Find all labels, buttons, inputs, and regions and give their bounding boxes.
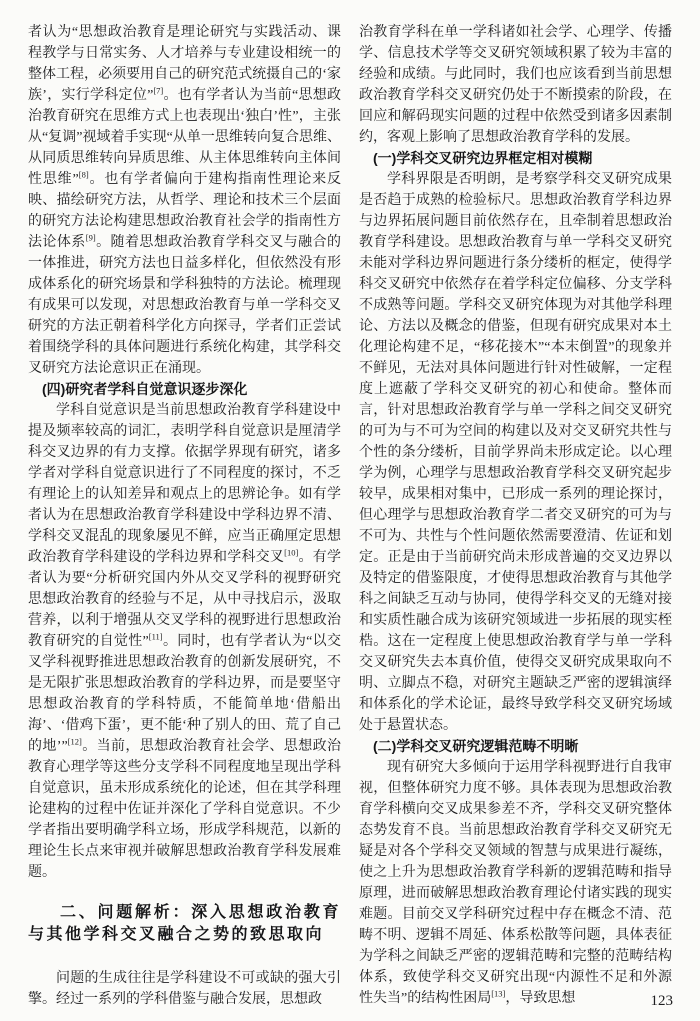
page-number: 123 [650, 993, 673, 1009]
paragraph-methodology-continuation: 者认为“思想政治教育是理论研究与实践活动、课程教学与日常实务、人才培养与专业建设相统一的整体工程，必须要用自己的研究范式统摄自己的‘家族’，实行学科定位”[7]。也有学者认为当前“思想政治教育研究在思维方式上也表现出‘独白’性”，主张从“复调”视域着手实现“从单一思维转向复合思维、从同质思维转向异质思维、从主体思维转向主体间性思维”[8]。也有学者偏向于建构指南性理论来反映、描绘研究方法，从哲学、理论和技术三个层面的研究方法论构建思想政治教育社会学的指南性方法论体系[9]。随着思想政治教育学科交叉与融合的一体推进，研究方法也日益多样化，但依然没有形成体系化的研究场景和学科独特的方法论。梳理现有成果可以发现，对思想政治教育与单一学科交叉研究的方法正朝着科学化方向探寻，学者们正尝试着围绕学科的具体问题进行系统化构建，其学科交叉研究方法论意识正在涌现。 [28, 25, 342, 376]
subheading-boundary-blur: (一)学科交叉研究边界框定相对模糊 [373, 150, 593, 166]
citation-superscript: [13] [491, 988, 506, 999]
paragraph-boundary-discussion: 学科界限是否明朗，是考察学科交叉研究成果是否趋于成熟的检验标尺。思想政治教育学科边界与边界拓展问题目前依然存在，且牵制着思想政治教育学科建设。思想政治教育与单一学科交叉研究未能对学科边界问题进行条分缕析的框定，使得学科交叉研究中依然存在着学科定位偏移、分支学科不成熟等问题。学科交叉研究体现为对其他学科理论、方法以及概念的借鉴，但现有研究成果对本土化理论构建不足，“移花接木”“本末倒置”的现象并不鲜见，无法对具体问题进行针对性破解，一定程度上遮蔽了学科交叉研究的初心和使命。整体而言，针对思想政治教育学与单一学科之间交叉研究的可为与不可为空间的构建以及对交叉研究共性与个性的条分缕析，目前学界尚未形成定论。以心理学为例，心理学与思想政治教育学科交叉研究起步较早，成果相对集中，已形成一系列的理论探讨，但心理学与思想政治教育学二者交叉研究的可为与不可为、共性与个性问题依然需要澄清、佐证和划定。正是由于当前研究尚未形成普遍的交叉边界以及特定的借鉴限度，才使得思想政治教育与其他学科之间缺乏互动与协同，使得学科交叉的无缝对接和实质性融合成为该研究领域进一步拓展的现实桎梏。这在一定程度上使思想政治教育学与单一学科交叉研究失去本真价值，使得交叉研究成果取向不明、立脚点不稳，对研究主题缺乏严密的逻辑演绎和体系化的学术论证，最终导致学科交叉研究场域处于悬置状态。 [359, 172, 672, 733]
paragraph-logic-discussion: 现有研究大多倾向于运用学科视野进行自我审视，但整体研究力度不够。具体表现为思想政治教育学科横向交叉成果参差不齐，学科交叉研究整体态势发育不良。当前思想政治教育学科交叉研究无疑是对各个学科交叉领域的智慧与成果进行凝练，使之上升为思想政治教育学科新的逻辑范畴和指导原理，进而破解思想政治教育理论付诸实践的现实难题。目前交叉学科研究过程中存在概念不清、范畴不明、逻辑不周延、体系松散等问题，具体表征为学科之间缺乏严密的逻辑范畴和完整的范畴结构体系，致使学科交叉研究出现“内源性不足和外源性失当”的结构性困局[13]，导致思想 [359, 760, 672, 1006]
paragraph-discipline-awareness: 学科自觉意识是当前思想政治教育学科建设中提及频率较高的词汇，表明学科自觉意识是厘清学科交叉边界的有力支撑。依据学界现有研究，诸多学者对学科自觉意识进行了不同程度的探讨，不乏有理论上的认知差异和观点上的思辨论争。如有学者认为在思想政治教育学科建设中学科边界不清、学科交叉混乱的现象屡见不鲜，应当正确厘定思想政治教育学科建设的学科边界和学科交叉[10]。有学者认为要“分析研究国内外从交叉学科的视野研究思想政治教育的经验与不足，从中寻找启示，汲取营养，以利于增强从交叉学科的视野进行思想政治教育研究的自觉性”[11]。同时，也有学者认为“以交叉学科视野推进思想政治教育的创新发展研究，不是无限扩张思想政治教育的学科边界，而是要坚守思想政治教育的学科特质，不能简单地‘借船出海’、‘借鸡下蛋’，更不能‘种了别人的田、荒了自己的地’”[12]。当前，思想政治教育社会学、思想政治教育心理学等这些分支学科不同程度地呈现出学科自觉意识，虽未形成系统化的论述，但在其学科理论建构的过程中佐证并深化了学科自觉意识。不少学者指出要明确学科立场，形成学科规范，以新的理论生长点来审视并破解思想政治教育学科发展难题。 [28, 403, 342, 880]
paragraph-problem-intro: 问题的生成往往是学科建设不可或缺的强大引擎。经过一系列的学科借鉴与融合发展，思想政 [28, 971, 341, 1007]
citation-superscript: [7] [153, 85, 164, 96]
subheading-logic-category: (二)学科交叉研究逻辑范畴不明晰 [373, 738, 579, 754]
left-column [28, 22, 341, 1010]
citation-superscript: [11] [148, 631, 163, 642]
citation-superscript: [10] [284, 547, 299, 558]
two-column-layout [28, 22, 672, 1010]
paragraph-intro-continuation: 治教育学科在单一学科诸如社会学、心理学、传播学、信息技术学等交叉研究领域积累了较为丰富的经验和成绩。与此同时，我们也应该看到当前思想政治教育学科交叉研究仍处于不断摸索的阶段，在回应和解码现实问题的过程中依然受到诸多因素制约，客观上影响了思想政治教育学科的发展。 [359, 25, 672, 145]
subheading-researcher-awareness: (四)研究者学科自觉意识逐步深化 [42, 381, 248, 397]
right-column [359, 22, 672, 1010]
citation-superscript: [12] [67, 736, 82, 747]
citation-superscript: [9] [85, 232, 96, 243]
section-heading-problem-analysis: 二、问题解析：深入思想政治教育与其他学科交叉融合之势的致思取向 [28, 904, 341, 943]
citation-superscript: [8] [78, 169, 89, 180]
